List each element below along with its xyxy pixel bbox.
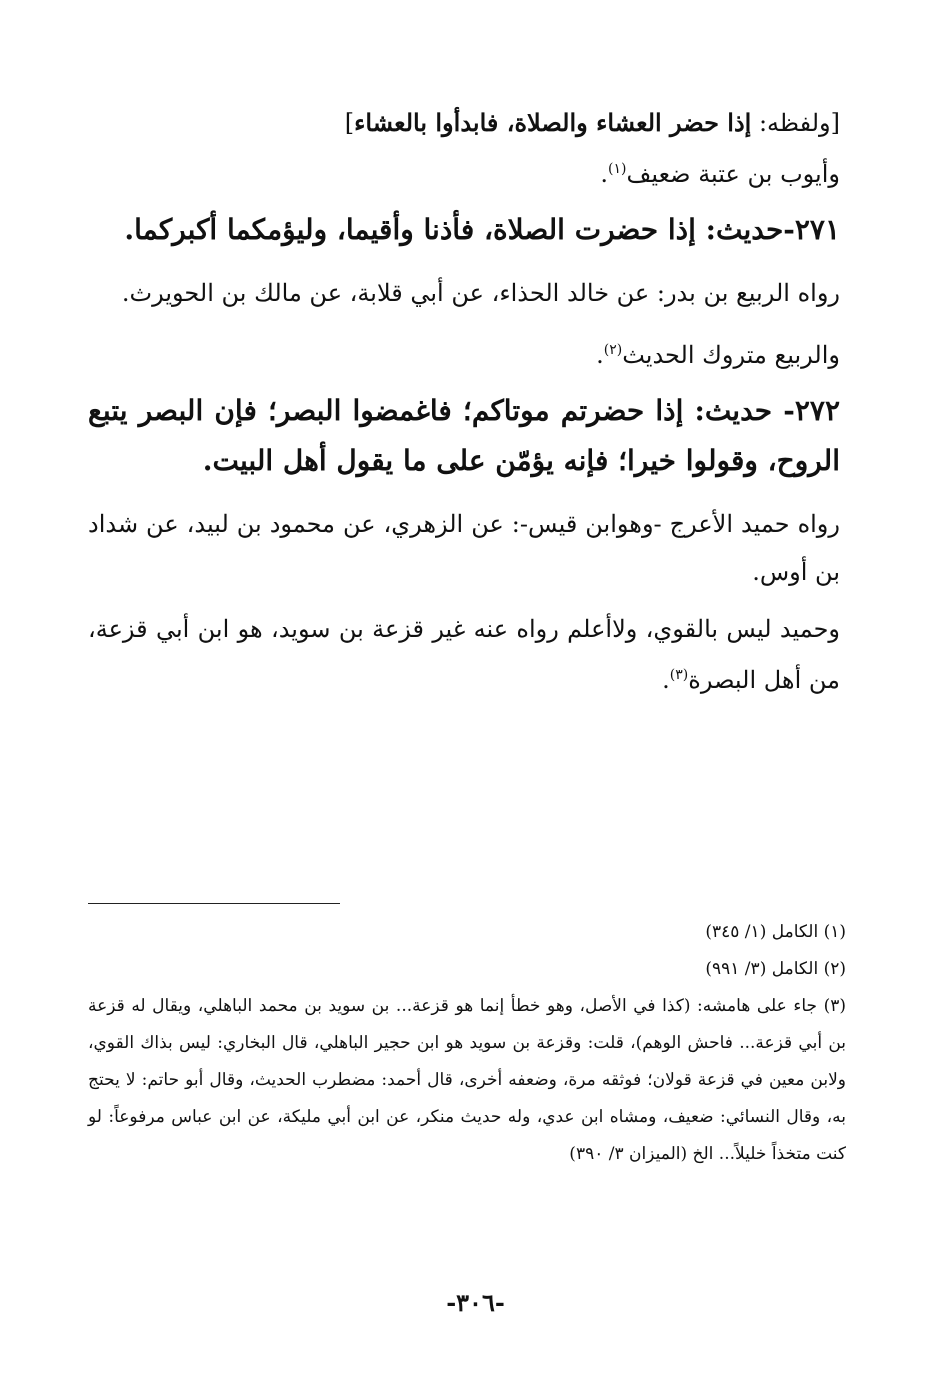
footnote-separator [88, 903, 340, 904]
note-ayyub-text: وأيوب بن عتبة ضعيف [626, 160, 840, 188]
note-rabi-end: . [596, 341, 604, 369]
main-text [88, 100, 840, 711]
intro-prefix: [ولفظه: [751, 109, 840, 137]
page-number: -٣٠٦- [446, 1288, 505, 1317]
intro-hadith-text: إذا حضر العشاء والصلاة، فابدأوا بالعشاء [354, 108, 752, 137]
note-humaid-end: . [662, 666, 670, 694]
note-humaid-text: وحميد ليس بالقوي، ولاأعلم رواه عنه غير قزعة بن سويد، هو ابن أبي قزعة، من أهل البصرة [88, 615, 840, 694]
footnote-ref-1: (١) [608, 161, 627, 177]
footnote-ref-2: (٢) [603, 342, 623, 358]
note-ayyub [88, 146, 840, 197]
intro-line [88, 100, 840, 146]
footnotes [88, 914, 846, 1173]
hadith-271: ٢٧١-حديث: إذا حضرت الصلاة، فأذنا وأقيما، وليؤمكما أكبركما. [124, 213, 840, 246]
intro-suffix: ] [344, 109, 355, 137]
note-rabi [88, 327, 840, 378]
narration-271: رواه الربيع بن بدر: عن خالد الحذاء، عن أبي قلابة، عن مالك بن الحويرث. [121, 279, 840, 307]
footnote-ref-3: (٣) [669, 667, 689, 683]
footnote-2: (٢) الكامل (٣/ ٩٩١) [705, 959, 846, 979]
note-rabi-text: والربيع متروك الحديث [622, 341, 840, 369]
hadith-272: ٢٧٢- حديث: إذا حضرتم موتاكم؛ فاغمضوا البصر؛ فإن البصر يتبع الروح، وقولوا خيرا؛ فإنه يؤمّن على ما يقول أهل البيت. [88, 394, 840, 477]
note-ayyub-end: . [600, 160, 609, 188]
footnote-3: (٣) جاء على هامشه: (كذا في الأصل، وهو خطأ إنما هو قزعة... بن سويد بن محمد الباهلي، ويقال له قزعة بن أبي قزعة... فاحش الوهم)، قلت: وقزعة بن سويد هو ابن حجير الباهلي، قال البخاري: ليس بذاك القوي، ولابن معين في قزعة قولان؛ فوثقه مرة، وضعفه أخرى، قال أحمد: مضطرب الحديث، وقال أبو حاتم: لا يحتج به، وقال النسائي: ضعيف، ومشاه ابن عدي، وله حديث منكر، عن ابن أبي مليكة، عن ابن عباس مرفوعاً: لو كنت متخذاً خليلاً... الخ (الميزان ٣/ ٣٩٠) [88, 996, 846, 1164]
note-humaid [88, 606, 840, 703]
footnote-1: (١) الكامل (١/ ٣٤٥) [705, 922, 846, 942]
narration-272: رواه حميد الأعرج -وهوابن قيس-: عن الزهري، عن محمود بن لبيد، عن شداد بن أوس. [88, 510, 840, 586]
